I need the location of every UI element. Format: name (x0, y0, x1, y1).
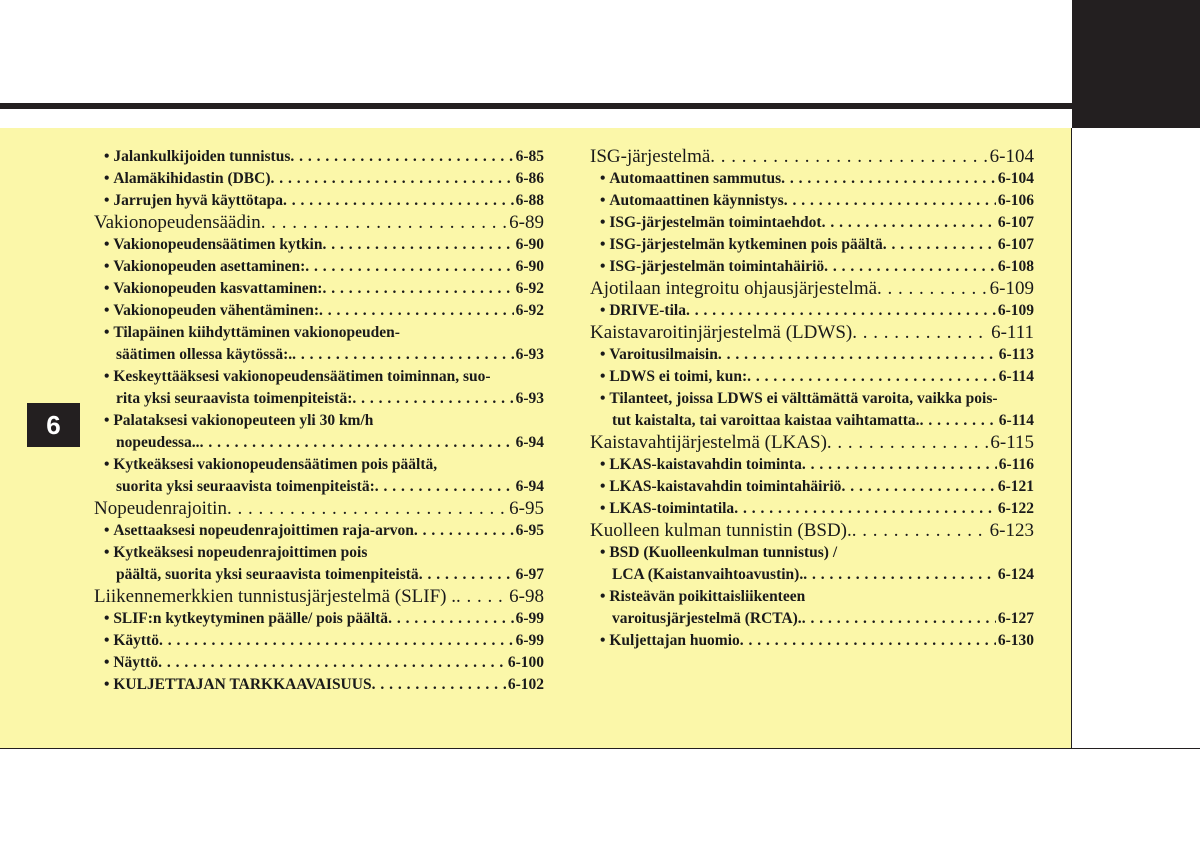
toc-leader-dots (283, 190, 514, 212)
toc-entry-title: • Alamäkihidastin (DBC) (104, 168, 271, 190)
toc-leader-dots (883, 234, 996, 256)
toc-entry-title: • Jalankulkijoiden tunnistus (104, 146, 290, 168)
toc-leader-dots (686, 300, 996, 322)
toc-page-number: 6-122 (997, 500, 1034, 517)
toc-subentry[interactable] (590, 300, 1034, 322)
toc-page-number: 6-113 (998, 346, 1034, 363)
toc-entry-title: Vakionopeudensäädin (94, 212, 261, 233)
toc-entry-title: • Varoitusilmaisin (600, 344, 718, 366)
toc-leader-dots (803, 564, 996, 586)
toc-page-number: 6-93 (515, 346, 544, 363)
toc-section-entry[interactable] (94, 586, 544, 608)
toc-entry-title: varoitusjärjestelmä (RCTA). (612, 610, 802, 627)
toc-entry-title: Liikennemerkkien tunnistusjärjestelmä (SLIF) . (94, 586, 456, 607)
toc-leader-dots (322, 278, 513, 300)
toc-entry-title: • Vakionopeuden kasvattaminen: (104, 278, 322, 300)
toc-leader-dots (802, 454, 997, 476)
toc-entry-title: tut kaistalta, tai varoittaa kaistaa vaihtamatta. (612, 412, 920, 429)
toc-entry-title: • BSD (Kuolleenkulman tunnistus) / (600, 542, 837, 564)
toc-subentry[interactable] (94, 300, 544, 322)
toc-subentry-continuation[interactable] (590, 608, 1034, 630)
toc-subentry[interactable] (590, 630, 1034, 652)
toc-subentry[interactable] (590, 256, 1034, 278)
toc-entry-title: Kaistavaroitinjärjestelmä (LDWS) (590, 322, 853, 343)
toc-leader-dots (290, 146, 513, 168)
toc-leader-dots (319, 300, 514, 322)
toc-entry-title: • SLIF:n kytkeytyminen päälle/ pois päältä (104, 608, 388, 630)
toc-entry-title: • KULJETTAJAN TARKKAAVAISUUS (104, 674, 372, 696)
toc-page-number: 6-97 (515, 566, 544, 583)
toc-leader-dots (920, 410, 997, 432)
toc-entry-title: • Vakionopeuden vähentäminen: (104, 300, 319, 322)
toc-entry-title: • Tilapäinen kiihdyttäminen vakionopeuden- (104, 322, 400, 344)
toc-leader-dots (802, 608, 996, 630)
toc-page-number: 6-109 (997, 302, 1034, 319)
toc-leader-dots (784, 190, 996, 212)
toc-leader-dots (271, 168, 514, 190)
toc-entry-title: • Kytkeäksesi nopeudenrajoittimen pois (104, 542, 367, 564)
toc-page-number: 6-111 (991, 322, 1034, 343)
toc-subentry[interactable] (94, 234, 544, 256)
toc-entry-title: • LKAS-kaistavahdin toiminta (600, 454, 802, 476)
toc-subentry[interactable] (590, 586, 1034, 608)
toc-page-number: 6-93 (515, 390, 544, 407)
corner-block (1072, 0, 1200, 128)
toc-page-number: 6-114 (998, 412, 1034, 429)
toc-leader-dots (740, 630, 996, 652)
toc-leader-dots (852, 322, 989, 344)
toc-leader-dots (419, 564, 514, 586)
toc-page-number: 6-89 (509, 212, 544, 233)
toc-subentry-continuation[interactable] (590, 410, 1034, 432)
toc-entry-title: nopeudessa.. (116, 434, 200, 451)
toc-page-number: 6-99 (515, 610, 544, 627)
toc-subentry[interactable] (94, 520, 544, 542)
toc-page-number: 6-130 (997, 632, 1034, 649)
toc-page-number: 6-107 (997, 214, 1034, 231)
header-rule (0, 103, 1072, 109)
toc-entry-title: • Automaattinen sammutus (600, 168, 781, 190)
toc-page-number: 6-107 (997, 236, 1034, 253)
toc-subentry[interactable] (590, 542, 1034, 564)
toc-leader-dots (852, 520, 988, 542)
toc-entry-title: ISG-järjestelmä (590, 146, 711, 167)
toc-entry-title: • LKAS-kaistavahdin toimintahäiriö (600, 476, 841, 498)
toc-entry-title: • ISG-järjestelmän toimintaehdot (600, 212, 822, 234)
toc-entry-title: • Näyttö (104, 652, 158, 674)
toc-leader-dots (388, 608, 514, 630)
toc-page-number: 6-123 (989, 520, 1034, 541)
toc-leader-dots (352, 388, 513, 410)
toc-page-number: 6-90 (515, 258, 544, 275)
toc-entry-title: päältä, suorita yksi seuraavista toimenpiteistä (116, 566, 419, 583)
toc-subentry-continuation[interactable] (590, 564, 1034, 586)
toc-page-number: 6-127 (997, 610, 1034, 627)
toc-subentry-continuation[interactable] (94, 432, 544, 454)
toc-entry-title: • Käyttö (104, 630, 159, 652)
toc-page-number: 6-85 (515, 148, 544, 165)
toc-page-number: 6-102 (507, 676, 544, 693)
toc-section-entry[interactable] (590, 520, 1034, 542)
toc-subentry[interactable] (94, 652, 544, 674)
toc-entry-title: Kaistavahtijärjestelmä (LKAS) (590, 432, 827, 453)
toc-leader-dots (261, 212, 507, 234)
toc-leader-dots (159, 630, 514, 652)
toc-leader-dots (747, 366, 997, 388)
toc-page-number: 6-124 (997, 566, 1034, 583)
toc-subentry-continuation[interactable] (94, 564, 544, 586)
toc-leader-dots (323, 234, 514, 256)
toc-page-number: 6-109 (989, 278, 1034, 299)
toc-entry-title: • Asettaaksesi nopeudenrajoittimen raja-arvon (104, 520, 414, 542)
toc-leader-dots (375, 476, 514, 498)
toc-entry-title: • ISG-järjestelmän kytkeminen pois päältä (600, 234, 883, 256)
toc-subentry[interactable] (94, 608, 544, 630)
toc-leader-dots (710, 146, 987, 168)
toc-subentry[interactable] (94, 278, 544, 300)
toc-leader-dots (158, 652, 506, 674)
toc-subentry[interactable] (94, 190, 544, 212)
toc-subentry[interactable] (94, 322, 544, 344)
toc-section-entry[interactable] (94, 498, 544, 520)
toc-subentry[interactable] (590, 344, 1034, 366)
toc-subentry[interactable] (94, 146, 544, 168)
toc-entry-title: säätimen ollessa käytössä:. (116, 346, 293, 363)
toc-page-number: 6-121 (997, 478, 1034, 495)
toc-page-number: 6-108 (997, 258, 1034, 275)
toc-page-number: 6-90 (515, 236, 544, 253)
toc-leader-dots (414, 520, 514, 542)
toc-subentry[interactable] (94, 366, 544, 388)
toc-section-entry[interactable] (590, 146, 1034, 168)
footer-rule (0, 748, 1200, 749)
toc-entry-title: Ajotilaan integroitu ohjausjärjestelmä (590, 278, 878, 299)
toc-subentry[interactable] (590, 366, 1034, 388)
toc-entry-title: • LKAS-toimintatila (600, 498, 734, 520)
toc-page-number: 6-115 (990, 432, 1034, 453)
toc-subentry-continuation[interactable] (94, 388, 544, 410)
toc-subentry[interactable] (590, 212, 1034, 234)
toc-leader-dots (734, 498, 996, 520)
toc-page-number: 6-94 (515, 434, 544, 451)
toc-leader-dots (227, 498, 507, 520)
toc-subentry[interactable] (590, 388, 1034, 410)
toc-entry-title: Kuolleen kulman tunnistin (BSD). (590, 520, 852, 541)
toc-page-number: 6-116 (998, 456, 1034, 473)
chapter-tab[interactable]: 6 (27, 403, 80, 447)
toc-subentry[interactable] (94, 674, 544, 696)
toc-entry-title: • Vakionopeuden asettaminen: (104, 256, 305, 278)
toc-entry-title: suorita yksi seuraavista toimenpiteistä: (116, 478, 375, 495)
toc-subentry[interactable] (590, 190, 1034, 212)
toc-entry-title: • Vakionopeudensäätimen kytkin (104, 234, 323, 256)
toc-subentry[interactable] (94, 454, 544, 476)
toc-entry-title: • Automaattinen käynnistys (600, 190, 784, 212)
toc-leader-dots (827, 432, 988, 454)
toc-subentry-continuation[interactable] (94, 476, 544, 498)
toc-page-number: 6-98 (509, 586, 544, 607)
toc-entry-title: • Tilanteet, joissa LDWS ei välttämättä varoita, vaikka pois- (600, 388, 998, 410)
toc-leader-dots (824, 256, 996, 278)
toc-entry-title: Nopeudenrajoitin (94, 498, 227, 519)
toc-subentry[interactable] (94, 256, 544, 278)
toc-leader-dots (718, 344, 997, 366)
toc-page-number: 6-92 (515, 280, 544, 297)
toc-entry-title: • Kytkeäksesi vakionopeudensäätimen pois päältä, (104, 454, 437, 476)
toc-leader-dots (841, 476, 995, 498)
toc-page-number: 6-99 (515, 632, 544, 649)
toc-subentry[interactable] (94, 410, 544, 432)
toc-leader-dots (305, 256, 513, 278)
toc-entry-title: LCA (Kaistanvaihtoavustin). (612, 566, 804, 583)
toc-leader-dots (372, 674, 506, 696)
toc-subentry[interactable] (590, 476, 1034, 498)
toc-subentry-continuation[interactable] (94, 344, 544, 366)
toc-page-number: 6-100 (507, 654, 544, 671)
toc-section-entry[interactable] (590, 278, 1034, 300)
panel-edge-line (1071, 128, 1072, 748)
toc-subentry[interactable] (94, 630, 544, 652)
toc-page-number: 6-88 (515, 192, 544, 209)
toc-leader-dots (200, 432, 514, 454)
toc-entry-title: • ISG-järjestelmän toimintahäiriö (600, 256, 824, 278)
toc-leader-dots (877, 278, 988, 300)
toc-page-number: 6-104 (997, 170, 1034, 187)
toc-leader-dots (292, 344, 513, 366)
toc-section-entry[interactable] (590, 432, 1034, 454)
toc-subentry[interactable] (590, 454, 1034, 476)
toc-page-number: 6-95 (515, 522, 544, 539)
toc-page-number: 6-106 (997, 192, 1034, 209)
toc-entry-title: • DRIVE-tila (600, 300, 686, 322)
toc-entry-title: • Jarrujen hyvä käyttötapa (104, 190, 283, 212)
toc-subentry[interactable] (590, 168, 1034, 190)
toc-leader-dots (456, 586, 507, 608)
toc-left-column (94, 146, 544, 696)
toc-section-entry[interactable] (94, 212, 544, 234)
toc-section-entry[interactable] (590, 322, 1034, 344)
toc-page-number: 6-95 (509, 498, 544, 519)
toc-subentry[interactable] (94, 542, 544, 564)
toc-entry-title: • Kuljettajan huomio (600, 630, 740, 652)
toc-page-number: 6-114 (998, 368, 1034, 385)
toc-page-number: 6-104 (989, 146, 1034, 167)
toc-leader-dots (781, 168, 996, 190)
toc-subentry[interactable] (94, 168, 544, 190)
toc-subentry[interactable] (590, 498, 1034, 520)
toc-page-number: 6-92 (515, 302, 544, 319)
toc-page-number: 6-94 (515, 478, 544, 495)
toc-right-column (590, 146, 1034, 652)
toc-entry-title: rita yksi seuraavista toimenpiteistä: (116, 390, 353, 407)
toc-entry-title: • Risteävän poikittaisliikenteen (600, 586, 805, 608)
toc-entry-title: • Palataksesi vakionopeuteen yli 30 km/h (104, 410, 373, 432)
toc-leader-dots (822, 212, 996, 234)
toc-entry-title: • LDWS ei toimi, kun: (600, 366, 747, 388)
toc-entry-title: • Keskeyttääksesi vakionopeudensäätimen toiminnan, suo- (104, 366, 491, 388)
toc-subentry[interactable] (590, 234, 1034, 256)
toc-page-number: 6-86 (515, 170, 544, 187)
